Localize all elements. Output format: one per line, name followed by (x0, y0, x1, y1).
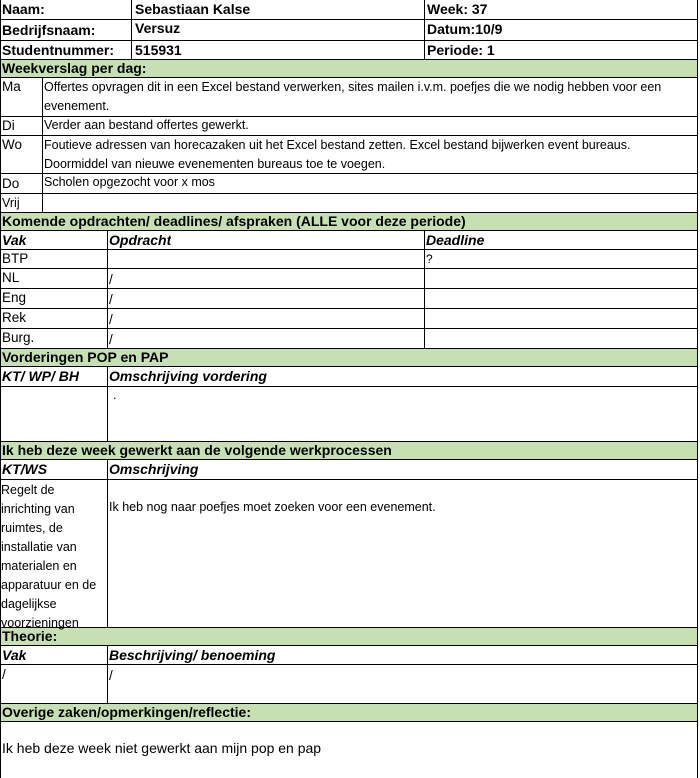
day-label-wo: Wo (2, 137, 23, 152)
komende-row-vak: Burg. (2, 330, 35, 345)
komende-col-deadline: Deadline (426, 232, 485, 248)
pop-col-omschrijving: Omschrijving vordering (109, 368, 267, 384)
company-value: Versuz (135, 20, 181, 36)
overige-text: Ik heb deze week niet gewerkt aan mijn pop en pap (2, 740, 322, 756)
theorie-row-vak: / (2, 667, 6, 682)
name-value: Sebastiaan Kalse (135, 1, 251, 17)
werkprocessen-col-kt: KT/WS (2, 461, 48, 477)
komende-row-opdracht: / (109, 292, 113, 307)
komende-row-opdracht: / (109, 312, 113, 327)
pop-title: Vorderingen POP en PAP (2, 349, 169, 365)
pop-row-omschrijving: . (113, 388, 117, 402)
day-label-di: Di (2, 118, 15, 133)
overige-title: Overige zaken/opmerkingen/reflectie: (2, 704, 251, 720)
pop-col-kt: KT/ WP/ BH (2, 368, 79, 384)
komende-row-opdracht: / (109, 272, 113, 287)
student-number-value: 515931 (135, 42, 182, 58)
werkprocessen-title: Ik heb deze week gewerkt aan de volgende werkprocessen (2, 442, 392, 458)
komende-col-vak: Vak (2, 232, 27, 248)
theorie-title: Theorie: (2, 628, 58, 644)
name-label: Naam: (2, 1, 45, 17)
komende-row-vak: BTP (2, 251, 29, 266)
werkprocessen-row-kt: Regelt de inrichting van ruimtes, de installatie van materialen en apparatuur en de dagelijkse voorzieningen (1, 483, 97, 630)
theorie-col-beschrijving: Beschrijving/ benoeming (109, 647, 276, 663)
theorie-row-beschrijving: / (109, 668, 113, 683)
komende-row-deadline: ? (426, 252, 433, 266)
day-text-di: Verder aan bestand offertes gewerkt. (44, 118, 249, 132)
komende-row-opdracht: / (109, 332, 113, 347)
day-label-do: Do (2, 176, 20, 191)
komende-col-opdracht: Opdracht (109, 232, 172, 248)
day-text-ma: Offertes opvragen dit in een Excel bestand verwerken, sites mailen i.v.m. poefjes die we nodig hebben voor een evenement. (44, 80, 662, 113)
company-label: Bedrijfsnaam: (2, 22, 96, 38)
komende-row-vak: NL (2, 270, 20, 285)
week-label: Week: 37 (427, 1, 488, 17)
komende-title: Komende opdrachten/ deadlines/ afspraken (ALLE voor deze periode) (2, 213, 466, 229)
period-label: Periode: 1 (427, 42, 495, 58)
werkprocessen-col-omschrijving: Omschrijving (109, 461, 199, 477)
theorie-col-vak: Vak (2, 647, 27, 663)
day-label-vrij: Vrij (2, 196, 20, 210)
komende-row-vak: Rek (2, 310, 27, 325)
day-text-do: Scholen opgezocht voor x mos (44, 175, 215, 189)
werkprocessen-row-omschrijving: Ik heb nog naar poefjes moet zoeken voor een evenement. (109, 500, 436, 514)
komende-row-vak: Eng (2, 290, 27, 305)
day-text-wo: Foutieve adressen van horecazaken uit het Excel bestand zetten. Excel bestand bijwerken event bureaus. Doormiddel van nieuwe evenementen bureaus toe te voegen. (44, 138, 631, 171)
student-number-label: Studentnummer: (2, 42, 114, 58)
date-label: Datum:10/9 (427, 21, 503, 37)
weekverslag-title: Weekverslag per dag: (2, 60, 147, 76)
day-label-ma: Ma (2, 79, 21, 94)
